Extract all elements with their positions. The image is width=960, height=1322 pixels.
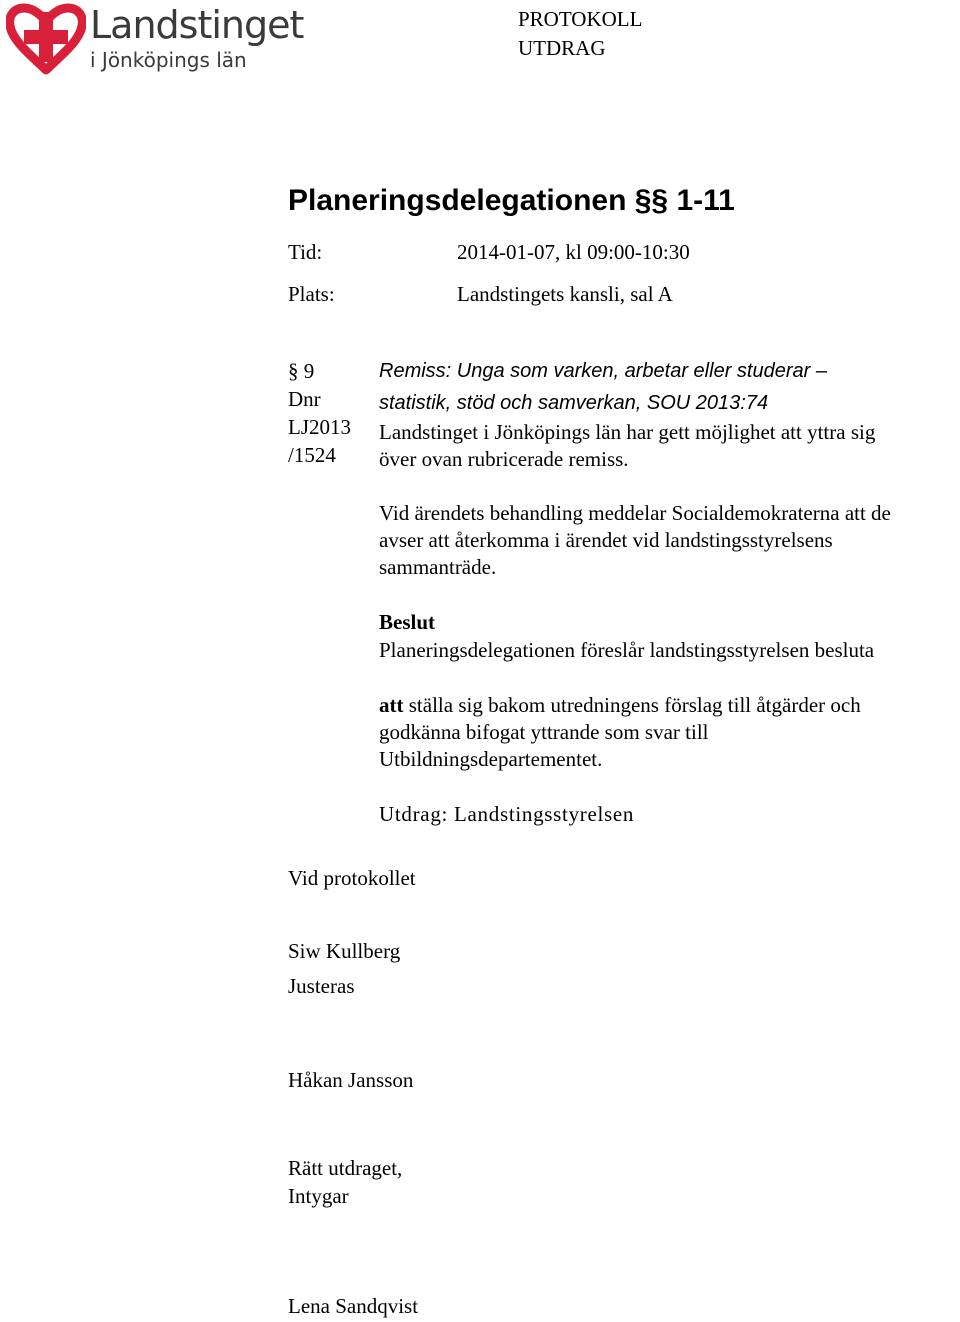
- time-value: 2014-01-07, kl 09:00-10:30: [457, 240, 690, 264]
- intro-line1: Landstinget i Jönköpings län har gett möjlighet att yttra sig: [379, 420, 876, 444]
- organization-logo: [6, 0, 326, 80]
- decision-text: Planeringsdelegationen föreslår landstingsstyrelsen besluta: [379, 638, 875, 662]
- document-subtype: UTDRAG: [518, 36, 606, 60]
- place-value: Landstingets kansli, sal A: [457, 282, 673, 306]
- dnr-number-line1: LJ2013: [288, 415, 351, 439]
- item-heading-line1: Remiss: Unga som varken, arbetar eller studerar –: [379, 360, 827, 382]
- place-label: Plats:: [288, 282, 335, 306]
- dnr-number-line2: /1524: [288, 443, 336, 467]
- document-type: PROTOKOLL: [518, 7, 643, 31]
- dnr-label: Dnr: [288, 387, 321, 411]
- time-label: Tid:: [288, 240, 323, 264]
- page-title: Planeringsdelegationen §§ 1-11: [288, 184, 735, 217]
- heart-cross-logo-icon: [6, 0, 86, 76]
- certifier-name: Lena Sandqvist: [288, 1294, 419, 1318]
- secretary-name: Siw Kullberg: [288, 939, 401, 963]
- adjusted-label: Justeras: [288, 974, 355, 998]
- logo-subtitle: i Jönköpings län: [90, 48, 247, 72]
- logo-name: Landstinget: [90, 3, 304, 47]
- item-heading-line2: statistik, stöd och samverkan, SOU 2013:74: [379, 392, 769, 414]
- adjuster-name: Håkan Jansson: [288, 1068, 414, 1092]
- certifier-label: Intygar: [288, 1184, 349, 1208]
- intro-line2: över ovan rubricerade remiss.: [379, 447, 629, 471]
- certified-label: Rätt utdraget,: [288, 1156, 403, 1180]
- extract-recipients: Utdrag: Landstingsstyrelsen: [379, 802, 635, 826]
- protocol-label: Vid protokollet: [288, 866, 416, 890]
- decision-heading: Beslut: [379, 610, 436, 634]
- section-number: § 9: [288, 359, 315, 383]
- decision-att-line2: godkänna bifogat yttrande som svar till: [379, 720, 709, 744]
- note-line3: sammanträde.: [379, 555, 497, 579]
- att-keyword: att: [379, 693, 404, 717]
- decision-att-line1: [379, 695, 861, 716]
- note-line2: avser att återkomma i ärendet vid landstingsstyrelsens: [379, 528, 833, 552]
- note-line1: Vid ärendets behandling meddelar Socialdemokraterna att de: [379, 501, 891, 525]
- att-line1-text: ställa sig bakom utredningens förslag till åtgärder och: [403, 693, 861, 717]
- decision-att-line3: Utbildningsdepartementet.: [379, 747, 603, 771]
